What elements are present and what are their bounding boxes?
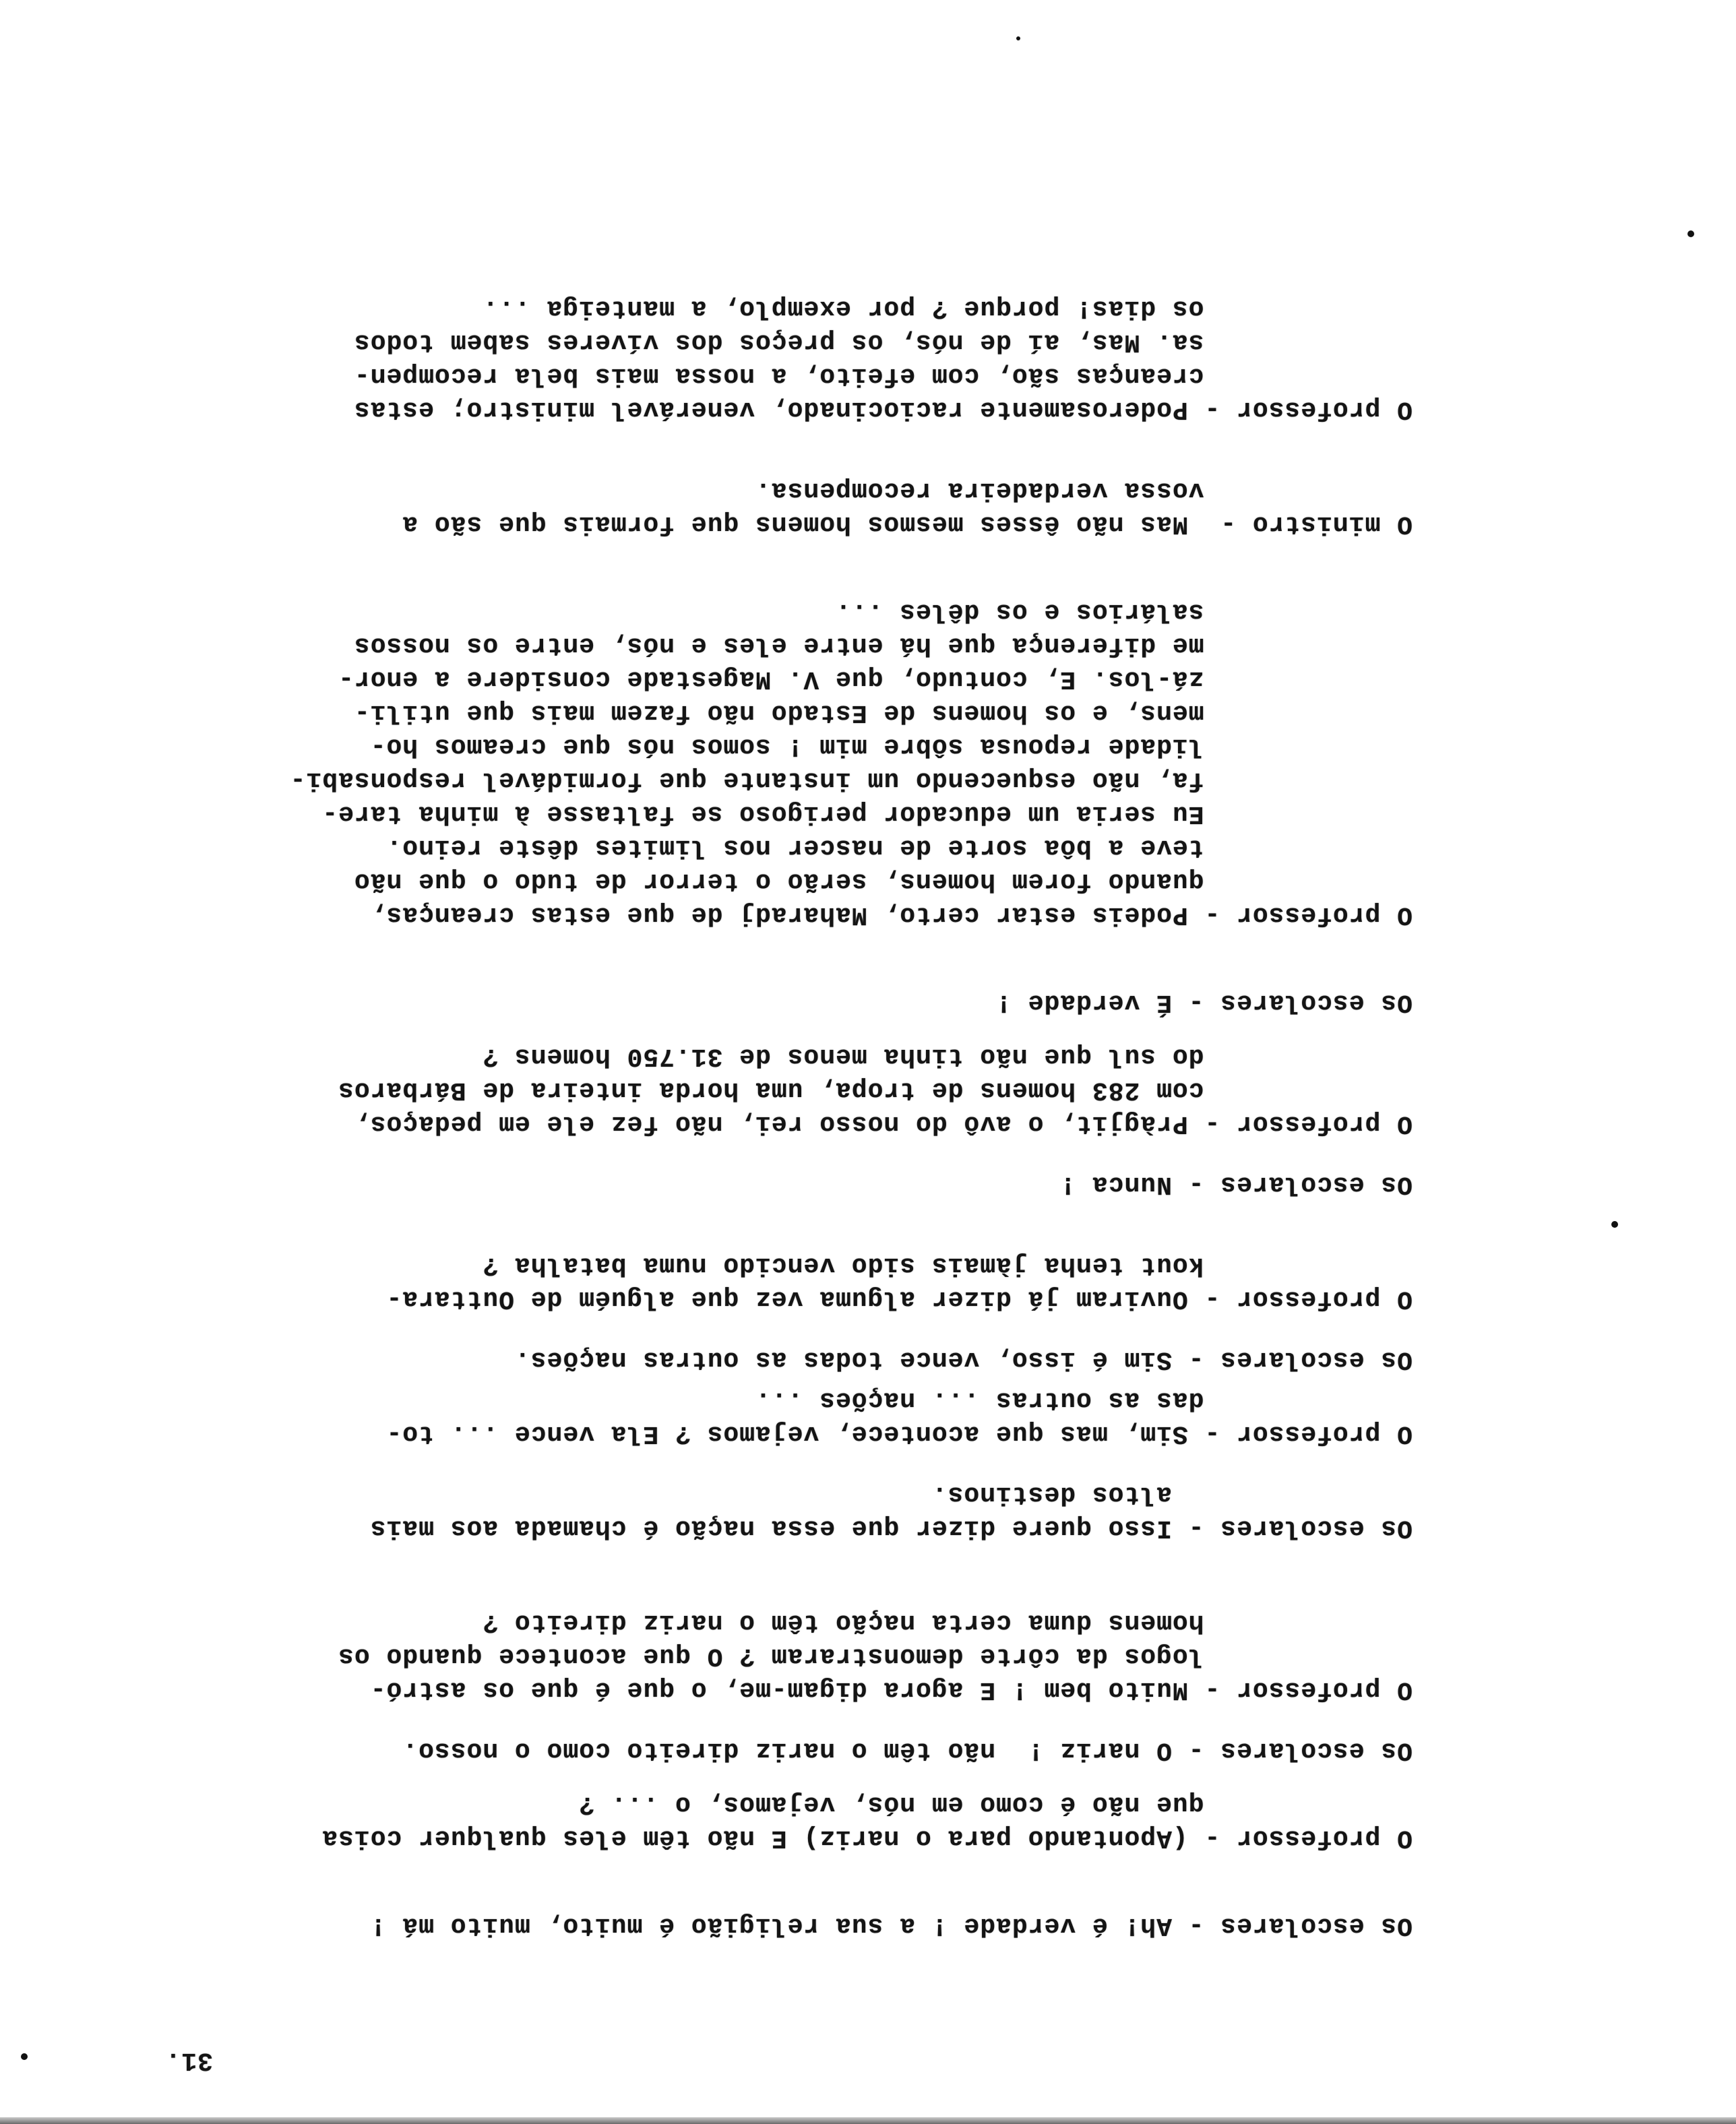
- dialogue-paragraph: [338, 1605, 1413, 1706]
- dialogue-line: homens duma certa nação têm o nariz direito ?: [482, 1608, 1413, 1637]
- dialogue-paragraph: [370, 1477, 1413, 1544]
- dialogue-line: creanças são, com efeito, a nossa mais bela recompen-: [353, 361, 1413, 390]
- dialogue-paragraph: [354, 291, 1413, 426]
- ink-speck: [1687, 230, 1694, 237]
- dialogue-line: O ministro - Mas não êsses mesmos homens que formais que são a: [402, 509, 1413, 538]
- page-number: 31.: [164, 2046, 213, 2075]
- dialogue-line: teve a bôa sorte de nascer nos limites dêste reino.: [385, 833, 1413, 862]
- dialogue-line: logos da côrte demonstraram ? O que acontece quando os: [338, 1642, 1413, 1670]
- ink-speck: [1611, 1221, 1618, 1228]
- dialogue-paragraph: [321, 1787, 1413, 1854]
- dialogue-line: que não é como em nós, vejamos, o ... ?: [578, 1790, 1413, 1819]
- dialogue-line: com 283 homens de tropa, uma horda inteira de Bárbaros: [338, 1075, 1413, 1104]
- dialogue-line: altos destinos.: [931, 1480, 1413, 1509]
- dialogue-paragraph: [402, 473, 1413, 540]
- dialogue-line: Os escolares - Isso quere dizer que essa nação é chamada aos mais: [369, 1513, 1413, 1542]
- dialogue-paragraph: [386, 1248, 1413, 1315]
- dialogue-paragraph: [370, 1908, 1413, 1942]
- dialogue-paragraph: [290, 594, 1413, 931]
- dialogue-line: O professor - Ouviram já dizer alguma vez que alguém de Outtara-: [385, 1284, 1413, 1313]
- dialogue-line: fa, não esquecendo um instante que formidável responsabi-: [289, 766, 1413, 794]
- dialogue-line: Os escolares - Nunca !: [1059, 1170, 1413, 1199]
- dialogue-line: quando forem homens, serão o terror de tudo o que não: [353, 867, 1413, 896]
- dialogue-line: do sul que não tinha menos de 31.750 homens ?: [482, 1042, 1413, 1071]
- dialogue-line: salários e os dêles ...: [835, 597, 1413, 626]
- dialogue-line: O professor - Podeis estar certo, Maharadj de que estas creanças,: [369, 900, 1413, 929]
- dialogue-paragraph: [1059, 1167, 1413, 1201]
- ink-speck: [21, 2053, 28, 2060]
- dialogue-paragraph: [338, 1039, 1413, 1140]
- scan-edge-shadow: [0, 2117, 1736, 2124]
- dialogue-line: O professor - Muito bem ! E agora digam-me, o que é que os astró-: [369, 1675, 1413, 1704]
- dialogue-line: O professor - Sim, mas que acontece, vejamos ? Ela vence ... to-: [385, 1419, 1413, 1448]
- dialogue-line: Os escolares - É verdade !: [995, 988, 1413, 1017]
- dialogue-line: os dias! porque ? por exemplo, a manteiga ...: [482, 294, 1413, 323]
- dialogue-line: O professor - Poderosamente raciocinado, venerável ministro; estas: [353, 395, 1413, 424]
- dialogue-line: kout tenha jàmais sido vencido numa batalha ?: [482, 1251, 1413, 1280]
- dialogue-paragraph: [386, 1383, 1413, 1450]
- dialogue-line: sa. Mas, aí de nós, os preços dos víveres sabem todos: [353, 327, 1413, 356]
- dialogue-paragraph: [995, 985, 1413, 1019]
- dialogue-paragraph: [514, 1342, 1413, 1376]
- dialogue-line: vossa verdadeira recompensa.: [755, 476, 1413, 505]
- dialogue-line: Os escolares - Sim é isso, vence todas as outras nações.: [514, 1345, 1413, 1374]
- ink-speck: [1016, 36, 1020, 40]
- dialogue-line: me diferença que há entre eles e nós, entre os nossos: [353, 631, 1413, 660]
- dialogue-line: O professor - Pràgjit, o avô do nosso rei, não fez ele em pedaços,: [353, 1109, 1413, 1138]
- dialogue-line: Eu seria um educador perigoso se faltasse à minha tare-: [321, 799, 1413, 828]
- dialogue-line: Os escolares - O nariz ! não têm o nariz direito como o nosso.: [402, 1736, 1413, 1765]
- dialogue-line: Os escolares - Ah! é verdade ! a sua religião é muito, muito má !: [369, 1911, 1413, 1940]
- dialogue-line: das as outras ... nações ...: [755, 1385, 1413, 1414]
- dialogue-line: O professor - (Apontando para o nariz) E não têm eles qualquer coisa: [321, 1823, 1413, 1852]
- dialogue-line: zá-los. E, contudo, que V. Magestade considere a enor-: [338, 664, 1413, 693]
- dialogue-paragraph: [402, 1733, 1413, 1767]
- dialogue-line: lidade repousa sôbre mim ! somos nós que creamos ho-: [369, 732, 1413, 761]
- dialogue-line: mens, e os homens de Estado não fazem mais que utili-: [353, 698, 1413, 727]
